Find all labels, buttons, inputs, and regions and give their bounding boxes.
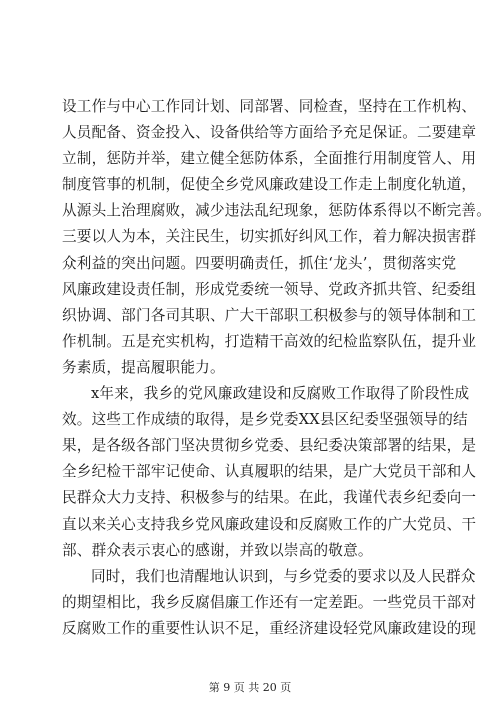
text-line: 制度管事的机制，促使全乡党风廉政建设工作走上制度化轨道，: [62, 176, 477, 194]
text-line: 三要以人为本，关注民生，切实抓好纠风工作，着力解决损害群: [62, 228, 477, 246]
document-body: [62, 94, 492, 642]
paragraph-2: [62, 381, 477, 564]
text-line: 直以来关心支持我乡党风廉政建设和反腐败工作的广大党员、干: [62, 515, 477, 533]
page-number-footer: 第 9 页 共 20 页: [208, 681, 292, 694]
text-line: 风廉政建设责任制，形成党委统一领导、党政齐抓共管、纪委组: [62, 280, 477, 298]
text-line: 从源头上治理腐败，减少违法乱纪现象，惩防体系得以不断完善。: [62, 202, 492, 220]
text-line: 部、群众表示衷心的感谢，并致以崇高的敬意。: [62, 541, 373, 559]
text-line: 众利益的突出问题。四要明确责任，抓住‘龙头’，贯彻落实党: [62, 254, 457, 272]
text-line: 设工作与中心工作同计划、同部署、同检查，坚持在工作机构、: [62, 98, 477, 115]
text-line: 立制，惩防并举，建立健全惩防体系，全面推行用制度管人、用: [62, 150, 477, 168]
text-line: 效。这些工作成绩的取得，是乡党委XX县区纪委坚强领导的结: [62, 411, 468, 429]
text-line: 人员配备、资金投入、设备供给等方面给予充足保证。二要建章: [62, 124, 477, 142]
text-line: 同时，我们也清醒地认识到，与乡党委的要求以及人民群众: [91, 567, 476, 585]
paragraph-1: [62, 94, 492, 381]
text-line: 果，是各级各部门坚决贯彻乡党委、县纪委决策部署的结果，是: [62, 437, 477, 455]
text-line: 全乡纪检干部牢记使命、认真履职的结果，是广大党员干部和人: [62, 463, 477, 481]
text-line: 的期望相比，我乡反腐倡廉工作还有一定差距。一些党员干部对: [62, 593, 477, 611]
text-line: 反腐败工作的重要性认识不足，重经济建设轻党风廉政建设的现: [62, 619, 477, 637]
text-line: 民群众大力支持、积极参与的结果。在此，我谨代表乡纪委向一: [62, 489, 477, 507]
text-line: 织协调、部门各司其职、广大干部职工积极参与的领导体制和工: [62, 306, 477, 324]
text-line: 务素质，提高履职能力。: [62, 358, 225, 376]
text-line: x年来，我乡的党风廉政建设和反腐败工作取得了阶段性成: [91, 385, 470, 403]
text-line: 作机制。五是充实机构，打造精干高效的纪检监察队伍，提升业: [62, 332, 477, 350]
paragraph-3: [62, 564, 477, 642]
